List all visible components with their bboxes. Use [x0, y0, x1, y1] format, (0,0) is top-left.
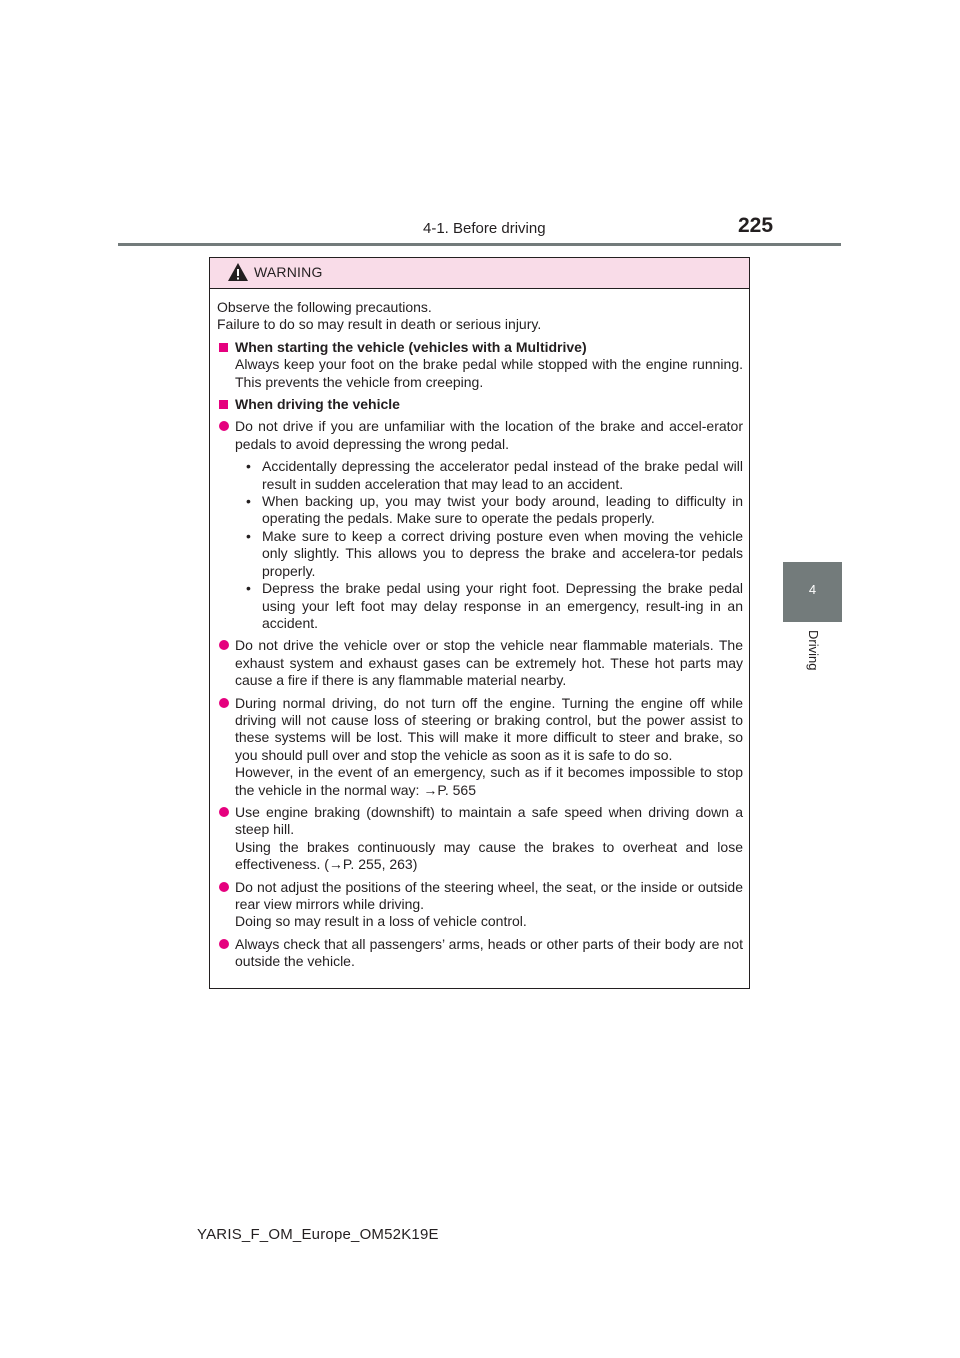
bullet-text: During normal driving, do not turn off the engine. Turning the engine off while driving will not cause loss of steering or braking control, but the power assist to these systems will be lost. This will make it more difficult to steer and brake, so you should pull over and stop the vehicle as soon as it is safe to do so. — [235, 694, 743, 763]
sub-item-text: Depress the brake pedal using your right foot. Depressing the brake pedal using your left foot may delay response in an emergency, result-ing in an accident. — [262, 580, 743, 631]
sub-item-text: When backing up, you may twist your body around, leading to difficulty in operating the pedals. Make sure to operate the pedals properly. — [262, 493, 743, 527]
warning-intro — [217, 299, 743, 334]
intro-line: Observe the following precautions. — [217, 299, 432, 315]
bullet-text: Use engine braking (downshift) to maintain a safe speed when driving down a steep hill. — [235, 803, 743, 838]
square-icon — [219, 343, 228, 352]
bullet-text: Do not adjust the positions of the steering wheel, the seat, or the inside or outside rear view mirrors while driving. — [235, 878, 743, 912]
page-number: 225 — [738, 214, 774, 237]
warning-triangle-icon — [227, 262, 249, 282]
sub-item — [235, 458, 743, 493]
circle-bullet-icon — [219, 939, 229, 949]
circle-bullet-icon — [219, 882, 229, 892]
bullet-item — [217, 936, 743, 971]
section-heading — [217, 396, 743, 413]
chapter-tab — [783, 562, 842, 622]
bullet-item — [217, 418, 743, 632]
warning-title: WARNING — [254, 264, 323, 280]
bullet-item — [217, 879, 743, 931]
bullet-item — [217, 804, 743, 874]
bullet-text: Do not drive the vehicle over or stop the vehicle near flammable materials. The exhaust system and exhaust gases can be extremely hot. These hot parts may cause a fire if there is any flammable material nearby. — [235, 637, 743, 689]
section-text: Always keep your foot on the brake pedal while stopped with the engine running. This prevents the vehicle from creeping. — [235, 356, 743, 390]
sub-item-text: Accidentally depressing the accelerator pedal instead of the brake pedal will result in sudden acceleration that may lead to an accident. — [262, 458, 743, 492]
sub-list — [235, 458, 743, 632]
circle-bullet-icon — [219, 640, 229, 650]
warning-header — [210, 258, 749, 289]
bullet-text: Doing so may result in a loss of vehicle control. — [235, 913, 527, 930]
square-icon — [219, 400, 228, 409]
section-title: 4-1. Before driving — [423, 220, 546, 237]
section-driving — [217, 396, 743, 971]
bullet-text: Using the brakes continuously may cause the brakes to overheat and lose effectiveness. (→P. 255, 263) — [235, 838, 743, 873]
bullet-item — [217, 695, 743, 799]
warning-body — [210, 289, 749, 971]
bullet-text: Always check that all passengers’ arms, heads or other parts of their body are not outside the vehicle. — [235, 935, 743, 970]
sub-item — [235, 493, 743, 528]
dot-marker-icon: • — [246, 527, 251, 544]
document-code: YARIS_F_OM_Europe_OM52K19E — [197, 1226, 439, 1243]
bullet-text: Do not drive if you are unfamiliar with the location of the brake and accel-erator pedals to avoid depressing the wrong pedal. — [235, 418, 743, 452]
header-rule — [118, 243, 841, 246]
chapter-number: 4 — [808, 582, 817, 597]
sub-item-text: Make sure to keep a correct driving posture even when moving the vehicle only slightly. This allows you to depress the brake and accelera-tor pedals properly. — [262, 527, 743, 579]
circle-bullet-icon — [219, 807, 229, 817]
chapter-label — [783, 630, 842, 690]
section-starting — [217, 339, 743, 391]
dot-marker-icon: • — [246, 493, 251, 510]
sub-item — [235, 528, 743, 580]
dot-marker-icon: • — [246, 458, 251, 475]
circle-bullet-icon — [219, 421, 229, 431]
section-heading-text: When driving the vehicle — [235, 396, 400, 413]
circle-bullet-icon — [219, 698, 229, 708]
bullet-text: However, in the event of an emergency, such as if it becomes impossible to stop the vehicle in the normal way: →P. 565 — [235, 764, 743, 798]
section-heading — [217, 339, 743, 356]
chapter-label-text: Driving — [806, 630, 821, 671]
section-heading-text: When starting the vehicle (vehicles with a Multidrive) — [235, 338, 587, 355]
intro-line: Failure to do so may result in death or serious injury. — [217, 316, 542, 333]
dot-marker-icon: • — [246, 580, 251, 597]
sub-item — [235, 580, 743, 632]
bullet-item — [217, 637, 743, 689]
warning-box — [209, 257, 750, 989]
